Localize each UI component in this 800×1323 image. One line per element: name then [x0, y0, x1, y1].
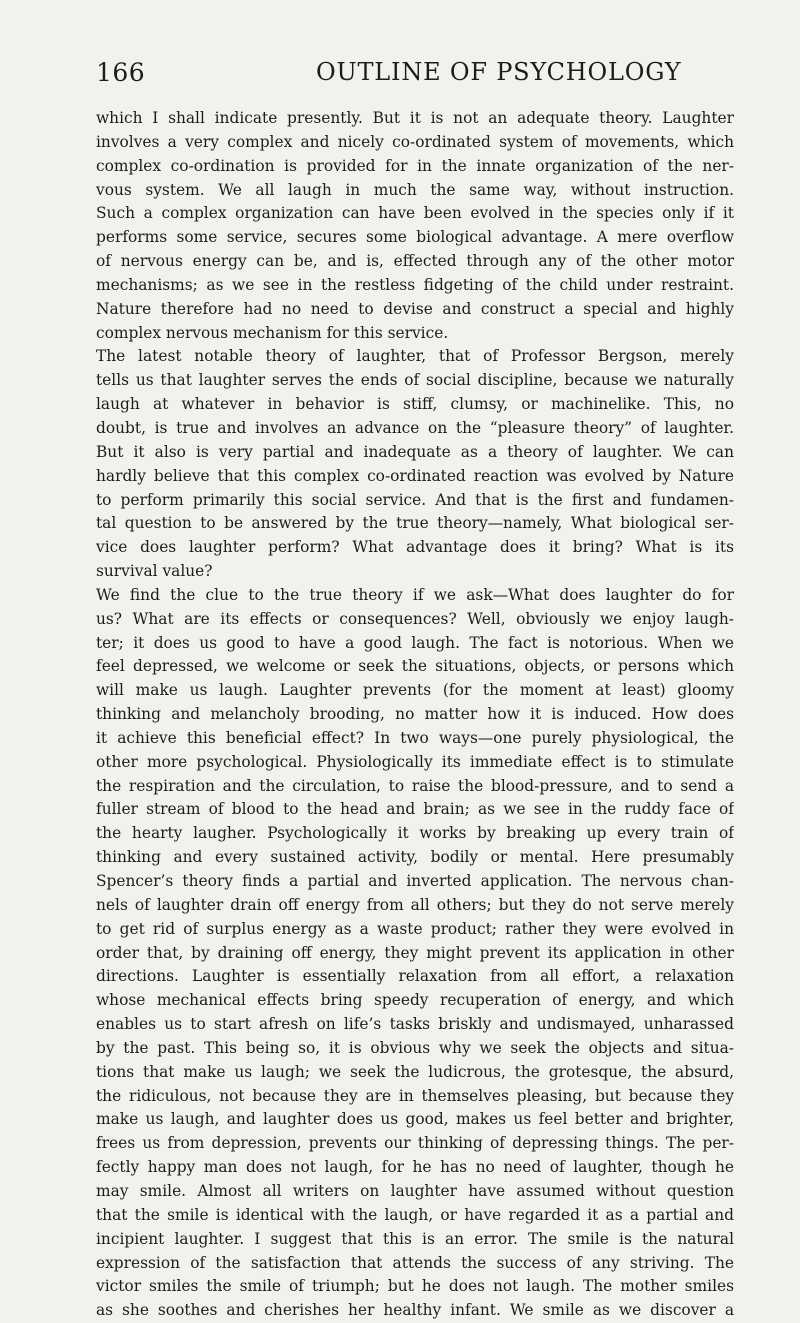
- text-line: thinking and melancholy brooding, no matter how it is induced. How does: [96, 705, 734, 724]
- text-line: But it also is very partial and inadequate as a theory of laughter. We can: [96, 442, 734, 461]
- text-line: the respiration and the circulation, to raise the blood-pressure, and to send a: [96, 776, 734, 795]
- text-line: us? What are its effects or consequences? Well, obviously we enjoy laugh-: [96, 609, 734, 628]
- text-line: involves a very complex and nicely co-ordinated system of movements, which: [96, 132, 734, 151]
- text-line: mechanisms; as we see in the restless fidgeting of the child under restraint.: [96, 275, 734, 294]
- text-line: tells us that laughter serves the ends of social discipline, because we naturally: [96, 371, 734, 390]
- text-line: the ridiculous, not because they are in themselves pleasing, but because they: [96, 1086, 734, 1105]
- text-line: which I shall indicate presently. But it is not an adequate theory. Laughter: [96, 109, 734, 127]
- text-line: victor smiles the smile of triumph; but he does not laugh. The mother smiles: [96, 1277, 734, 1296]
- text-line: fuller stream of blood to the head and brain; as we see in the ruddy face of: [96, 800, 734, 819]
- text-line: frees us from depression, prevents our thinking of depressing things. The per-: [96, 1134, 734, 1153]
- text-line: may smile. Almost all writers on laughter have assumed without question: [96, 1181, 734, 1200]
- paragraph: [96, 584, 734, 1323]
- text-line: hardly believe that this complex co-ordinated reaction was evolved by Nature: [96, 466, 734, 485]
- text-line: The latest notable theory of laughter, that of Professor Bergson, merely: [96, 347, 734, 366]
- page-header: [96, 58, 734, 92]
- text-line: tions that make us laugh; we seek the ludicrous, the grotesque, the absurd,: [96, 1062, 734, 1081]
- text-line: fectly happy man does not laugh, for he has no need of laughter, though he: [96, 1158, 734, 1177]
- text-line: to get rid of surplus energy as a waste product; rather they were evolved in: [96, 919, 734, 938]
- text-line: complex nervous mechanism for this service.: [96, 323, 449, 342]
- running-head: OUTLINE OF PSYCHOLOGY: [316, 58, 682, 86]
- text-line: that the smile is identical with the laugh, or have regarded it as a partial and: [96, 1205, 734, 1224]
- text-line: of nervous energy can be, and is, effected through any of the other motor: [96, 252, 734, 271]
- text-line: laugh at whatever in behavior is stiff, clumsy, or machinelike. This, no: [96, 395, 734, 414]
- text-line: performs some service, secures some biological advantage. A mere overflow: [96, 228, 734, 247]
- body-text: [96, 107, 734, 1323]
- text-line: it achieve this beneficial effect? In two ways—one purely physiological, the: [96, 728, 734, 747]
- text-line: ter; it does us good to have a good laugh. The fact is notorious. When we: [96, 633, 734, 652]
- text-line: nels of laughter drain off energy from all others; but they do not serve merely: [96, 895, 734, 914]
- text-line: vice does laughter perform? What advantage does it bring? What is its: [96, 538, 734, 557]
- paragraph: [96, 107, 734, 345]
- text-line: make us laugh, and laughter does us good, makes us feel better and brighter,: [96, 1110, 734, 1129]
- text-line: enables us to start afresh on life’s tasks briskly and undismayed, unharassed: [96, 1015, 734, 1034]
- text-line: survival value?: [96, 562, 213, 581]
- page-number: 166: [96, 58, 146, 87]
- text-line: other more psychological. Physiologically its immediate effect is to stimulate: [96, 752, 734, 771]
- text-line: We find the clue to the true theory if we ask—What does laughter do for: [96, 585, 734, 604]
- text-line: feel depressed, we welcome or seek the situations, objects, or persons which: [96, 657, 734, 676]
- text-line: Nature therefore had no need to devise and construct a special and highly: [96, 299, 734, 318]
- text-line: by the past. This being so, it is obvious why we seek the objects and situa-: [96, 1038, 734, 1057]
- text-line: incipient laughter. I suggest that this is an error. The smile is the natural: [96, 1229, 734, 1248]
- text-line: Spencer’s theory finds a partial and inverted application. The nervous chan-: [96, 872, 734, 890]
- text-line: expression of the satisfaction that attends the success of any striving. The: [96, 1253, 734, 1272]
- text-line: will make us laugh. Laughter prevents (for the moment at least) gloomy: [96, 681, 734, 700]
- text-line: complex co-ordination is provided for in the innate organization of the ner-: [96, 156, 734, 175]
- text-line: vous system. We all laugh in much the same way, without instruction.: [96, 180, 734, 199]
- text-line: doubt, is true and involves an advance on the “pleasure theory” of laughter.: [96, 418, 734, 437]
- text-line: tal question to be answered by the true theory—namely, What biological ser-: [96, 514, 734, 533]
- text-line: to perform primarily this social service. And that is the first and fundamen-: [96, 490, 734, 509]
- text-line: order that, by draining off energy, they might prevent its application in other: [96, 943, 734, 962]
- text-line: whose mechanical effects bring speedy recuperation of energy, and which: [96, 991, 734, 1010]
- text-line: thinking and every sustained activity, bodily or mental. Here presumably: [96, 848, 734, 867]
- text-line: Such a complex organization can have been evolved in the species only if it: [96, 204, 734, 223]
- text-line: directions. Laughter is essentially relaxation from all effort, a relaxation: [96, 967, 734, 986]
- text-line: as she soothes and cherishes her healthy infant. We smile as we discover a: [96, 1301, 734, 1320]
- paragraph: [96, 345, 734, 583]
- text-line: the hearty laugher. Psychologically it works by breaking up every train of: [96, 824, 734, 843]
